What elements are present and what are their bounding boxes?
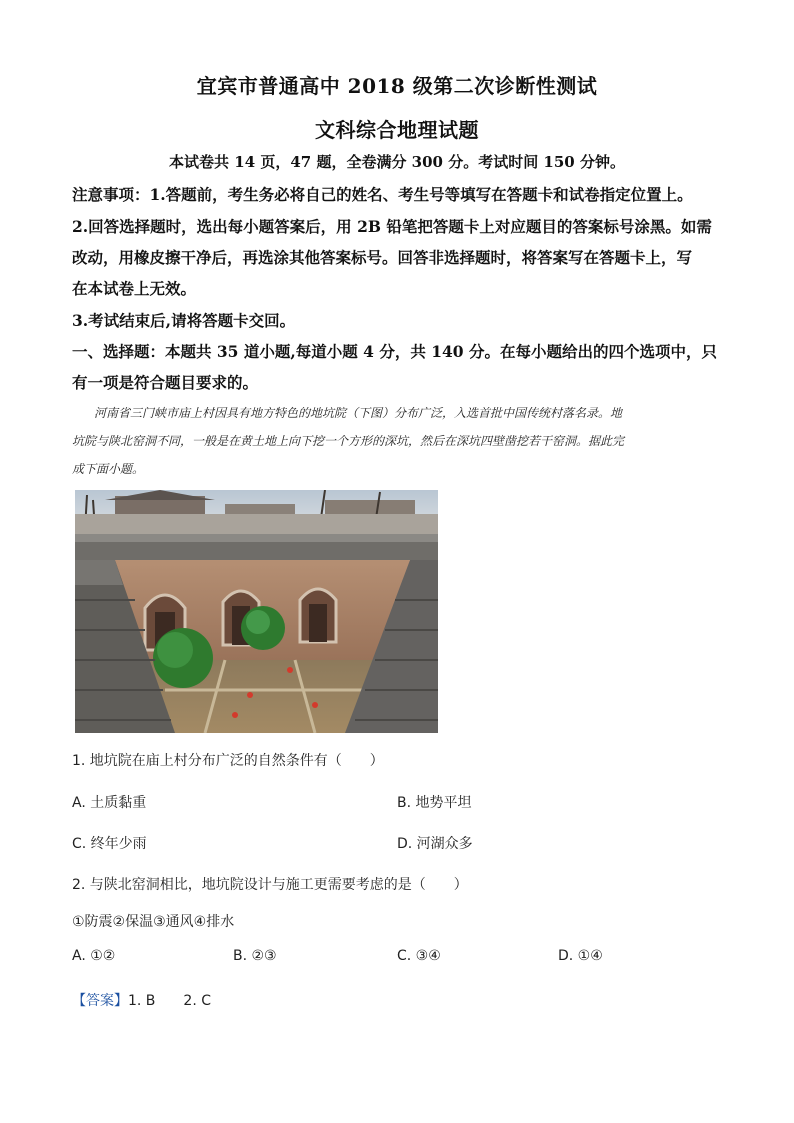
section-heading-line-2: 有一项是符合题目要求的。 [72,373,259,392]
q2-option-a[interactable]: A. ①② [72,948,116,964]
q1-stem: 1. 地坑院在庙上村分布广泛的自然条件有（ ） [72,753,384,769]
q1-option-c[interactable]: C. 终年少雨 [72,836,147,852]
q1-option-b[interactable]: B. 地势平坦 [397,795,472,811]
q2-option-b[interactable]: B. ②③ [233,948,277,964]
q1-option-a[interactable]: A. 土质黏重 [72,795,147,811]
section-heading-line-1: 一、选择题：本题共 35 道小题,每道小题 4 分，共 140 分。在每小题给出的四个选项中，只 [72,342,717,361]
notes-line-4: 在本试卷上无效。 [72,279,197,298]
q2-stem: 2. 与陕北窑洞相比，地坑院设计与施工更需要考虑的是（ ） [72,877,468,893]
exam-subtitle: 文科综合地理试题 [315,118,479,142]
dikengyuan-photo [75,490,438,733]
notes-line-5: 3.考试结束后,请将答题卡交回。 [72,311,296,330]
answer-value: 1. B 2. C [128,993,211,1009]
exam-title: 宜宾市普通高中 2018 级第二次诊断性测试 [196,74,598,98]
q2-statements: ①防震②保温③通风④排水 [72,914,235,930]
answer-line [72,990,211,1010]
passage-line-2: 坑院与陕北窑洞不同，一般是在黄土地上向下挖一个方形的深坑，然后在深坑四壁凿挖若干窑洞。据此完 [72,434,625,448]
q2-option-c[interactable]: C. ③④ [397,948,441,964]
reading-passage [72,399,722,483]
exam-summary: 本试卷共 14 页，47 题，全卷满分 300 分。考试时间 150 分钟。 [169,153,625,171]
notes-line-3: 改动，用橡皮擦干净后，再选涂其他答案标号。回答非选择题时，将答案写在答题卡上，写 [72,248,693,267]
q1-option-d[interactable]: D. 河湖众多 [397,836,473,852]
passage-line-1: 河南省三门峡市庙上村因具有地方特色的地坑院（下图）分布广泛，入选首批中国传统村落名录。地 [94,406,623,420]
passage-line-3: 成下面小题。 [72,462,145,476]
notes-line-1: 注意事项：1.答题前，考生务必将自己的姓名、考生号等填写在答题卡和试卷指定位置上。 [72,185,693,204]
q2-option-d[interactable]: D. ①④ [558,948,603,964]
notes-line-2: 2.回答选择题时，选出每小题答案后，用 2B 铅笔把答题卡上对应题目的答案标号涂黑。如需 [72,217,712,236]
answer-label: 【答案】 [72,993,128,1009]
